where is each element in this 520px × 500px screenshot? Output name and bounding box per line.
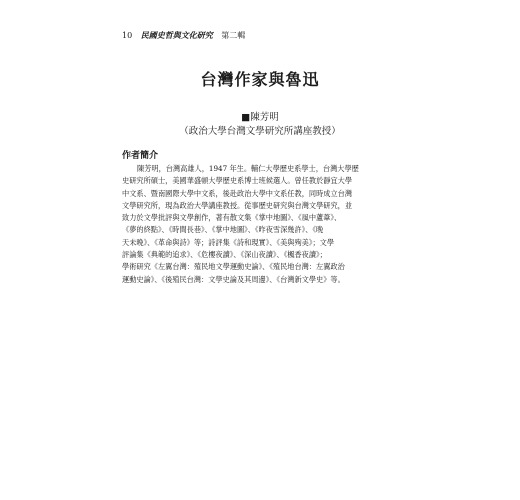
article-title: 台灣作家與魯迅 xyxy=(200,70,320,89)
running-head xyxy=(122,30,245,41)
section-heading: 作者簡介 xyxy=(122,151,159,161)
author-name: ■陳芳明 xyxy=(241,112,279,123)
bio-line: 中文系、暨南國際大學中文系，後赴政治大學中文系任教，同時成立台灣 xyxy=(122,188,353,198)
bio-line: 陳芳明，台灣高雄人，1947 年生。輔仁大學歷史系學士，台灣大學歷 xyxy=(137,164,359,173)
bio-line: 運動史論》、《後殖民台灣：文學史論及其周邊》、《台灣新文學史》等。 xyxy=(122,274,345,284)
author-bio xyxy=(122,163,390,286)
page-number: 10 xyxy=(122,31,133,40)
journal-title: 民國史哲與文化研究 xyxy=(140,30,213,40)
bio-line: 文學研究所，現為政治大學講座教授。從事歷史研究與台灣文學研究，並 xyxy=(122,200,353,210)
bio-line: 評論集《典範的追求》、《危樓夜讀》、《深山夜讀》、《楓香夜讀》； xyxy=(122,250,327,260)
bio-line: 史研究所碩士，美國華盛頓大學歷史系博士班候選人。曾任教於靜宜大學 xyxy=(122,176,353,186)
bio-line: 天未晚》、《革命與詩》等；詩評集《詩和現實》、《美與殉美》；文學 xyxy=(122,237,335,247)
bio-line: 致力於文學批評與文學創作，著有散文集《掌中地圖》、《風中蘆葦》、 xyxy=(122,213,342,223)
author-affiliation: （政治大學台灣文學研究所講座教授） xyxy=(179,126,341,137)
bio-line: 學術研究《左翼台灣：殖民地文學運動史論》、《殖民地台灣：左翼政治 xyxy=(122,262,345,272)
bio-line: 《夢的終點》、《時間長巷》、《掌中地圖》、《昨夜雪深幾許》、《晚 xyxy=(122,225,324,235)
issue-label: 第二輯 xyxy=(221,31,246,40)
